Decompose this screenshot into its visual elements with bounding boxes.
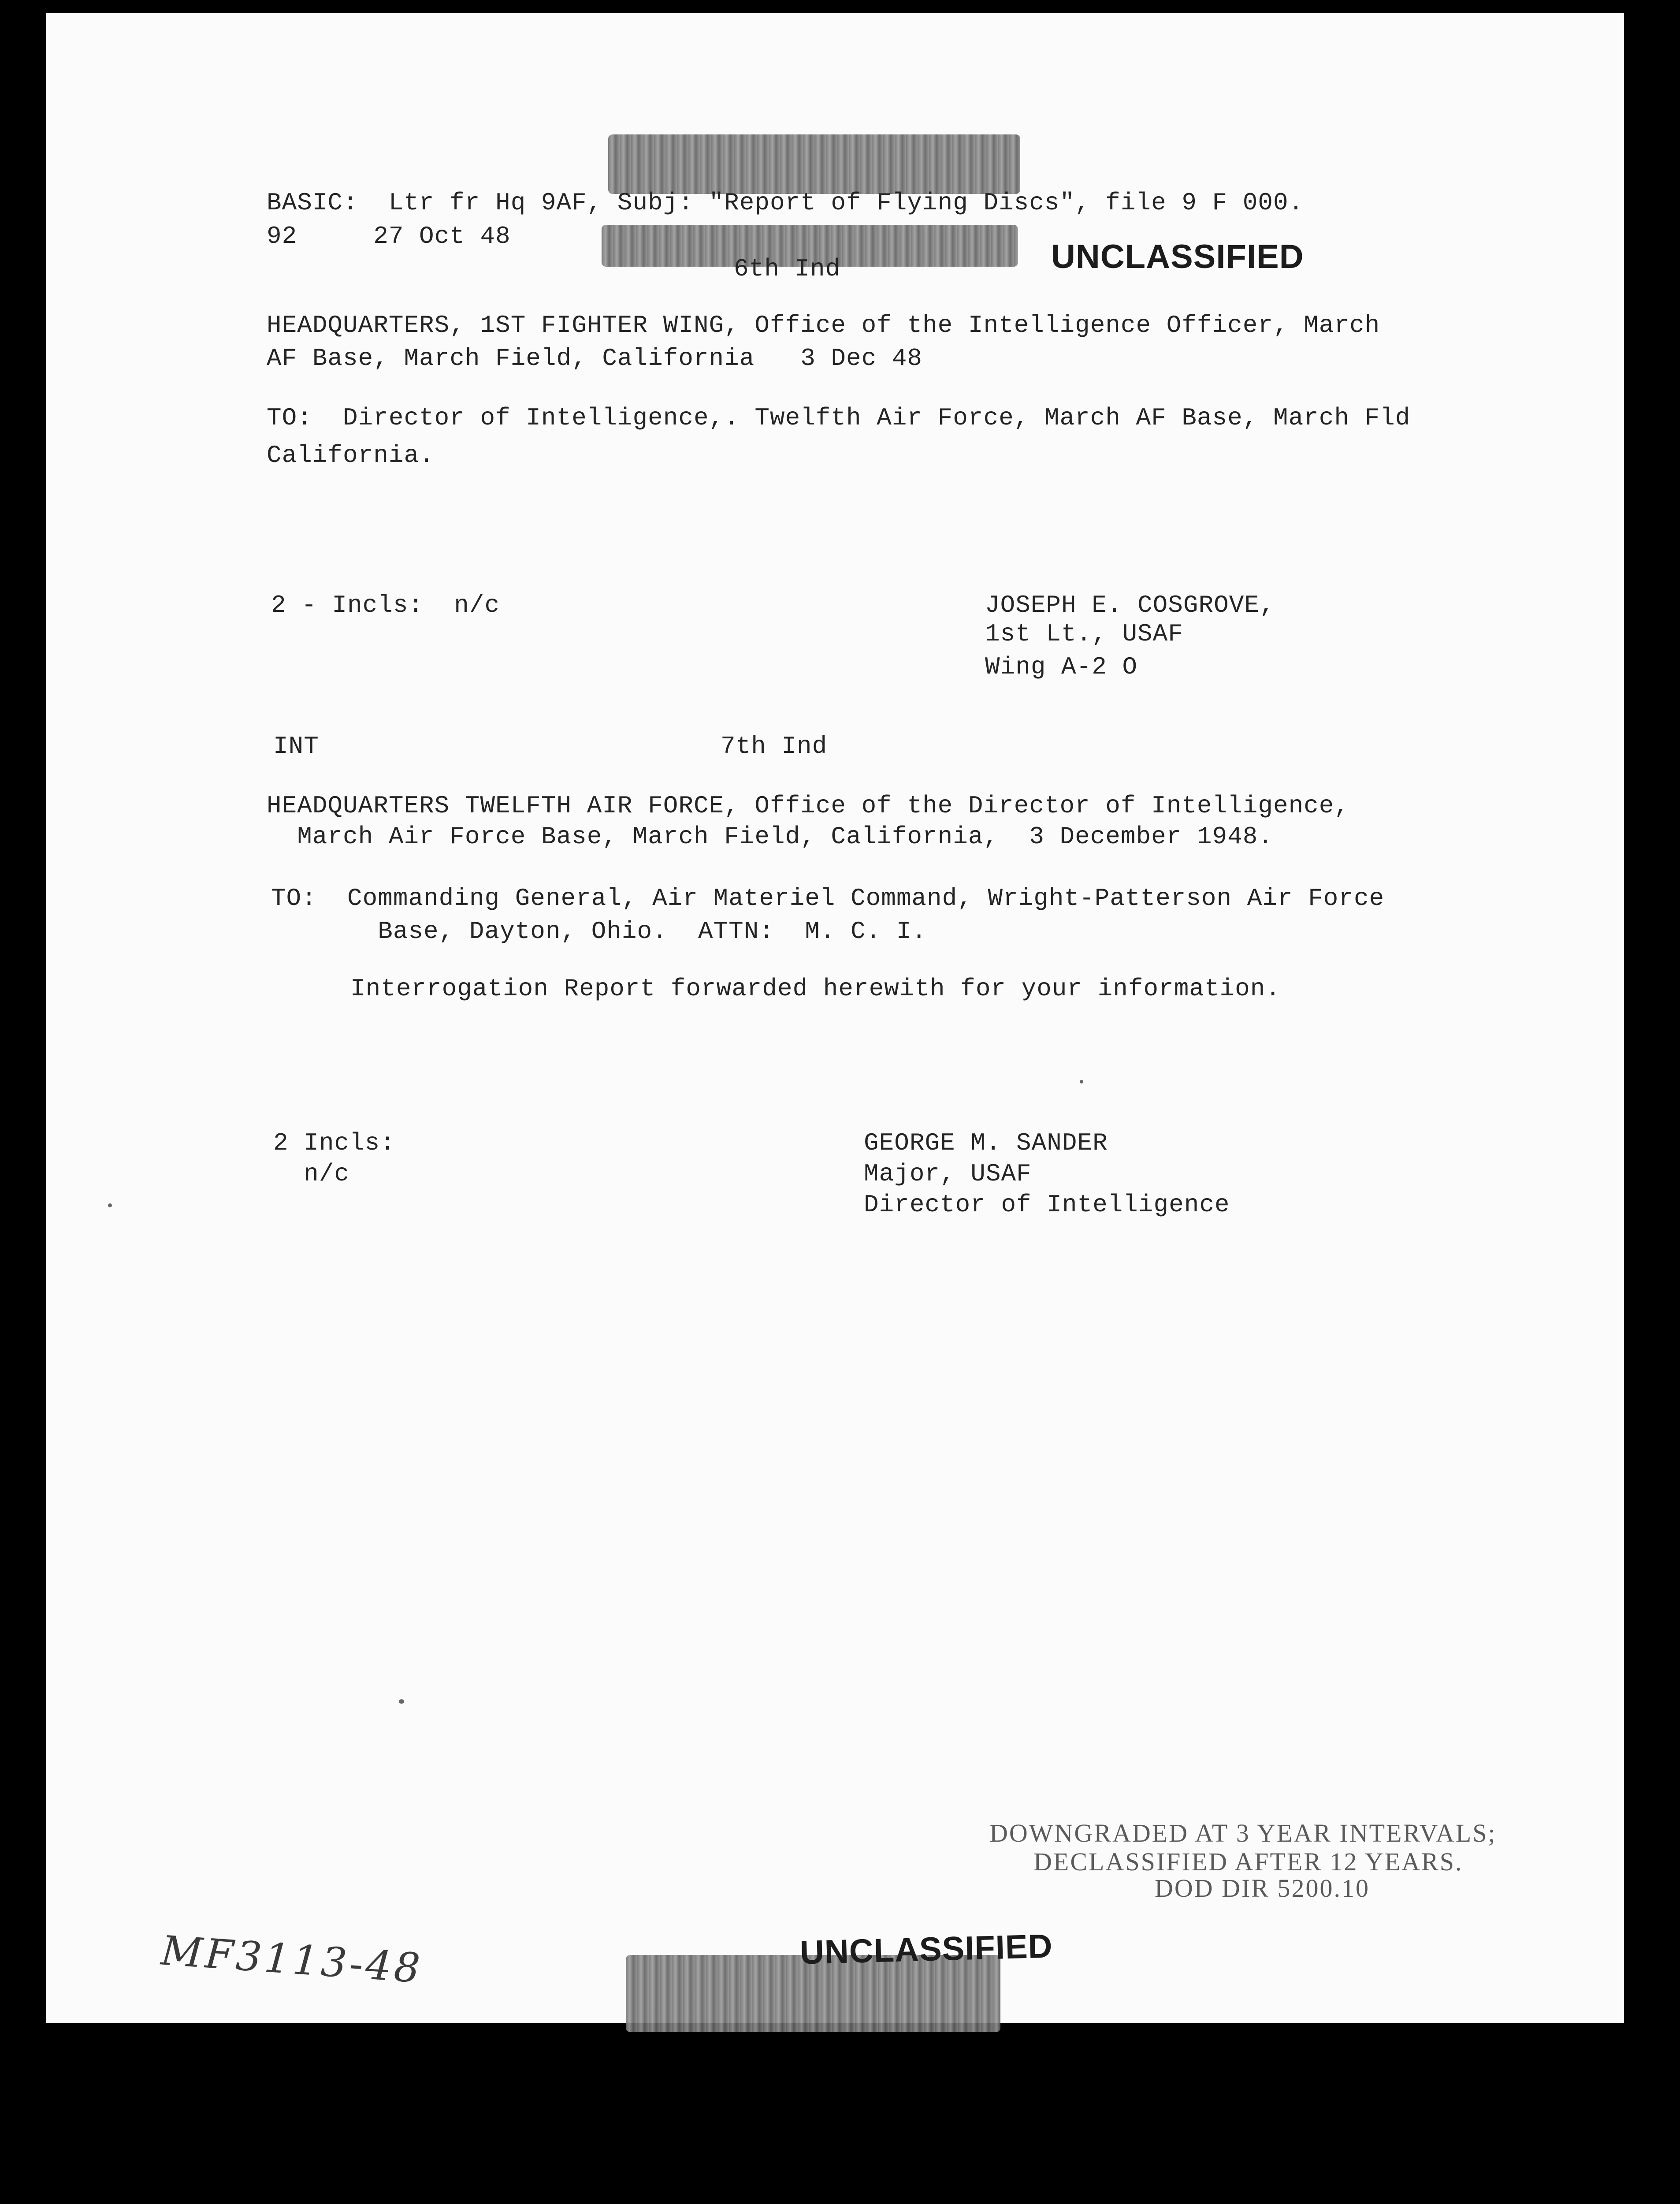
downgrade-notice-line-2: DECLASSIFIED AFTER 12 YEARS.: [1033, 1847, 1463, 1876]
paper-speck: [108, 1203, 112, 1207]
classification-stamp-bottom: UNCLASSIFIED: [799, 1927, 1053, 1972]
inclosures-line-2: n/c: [273, 1160, 350, 1188]
hq-twelfth-air-force-line-2: March Air Force Base, March Field, California, 3 December 1948.: [267, 823, 1273, 851]
reference-code: INT: [273, 732, 319, 760]
signature-line-2: 1st Lt., USAF: [985, 620, 1183, 648]
redaction-block-top: [608, 134, 1020, 194]
basic-line-2: 92 27 Oct 48: [267, 222, 511, 250]
handwritten-file-number: MF3113-48: [160, 1927, 424, 1992]
to-director-line-1: TO: Director of Intelligence,. Twelfth Air Force, March AF Base, March Fld: [267, 404, 1411, 432]
basic-line-1: BASIC: Ltr fr Hq 9AF, Subj: "Report of Flying Discs", file 9 F 000.: [267, 189, 1304, 217]
downgrade-notice-line-3: DOD DIR 5200.10: [1155, 1874, 1370, 1902]
seventh-ind-label: 7th Ind: [721, 732, 828, 760]
inclosures-note: 2 - Incls: n/c: [271, 591, 500, 619]
inclosures-line-1: 2 Incls:: [273, 1129, 395, 1157]
signature-line-1: JOSEPH E. COSGROVE,: [985, 591, 1275, 619]
paper-speck: [1080, 1080, 1083, 1083]
to-commanding-general-line-2: Base, Dayton, Ohio. ATTN: M. C. I.: [271, 917, 927, 946]
signature-line-3: Wing A-2 O: [985, 653, 1138, 681]
signature-line-3: Director of Intelligence: [864, 1191, 1230, 1219]
hq-twelfth-air-force-line-1: HEADQUARTERS TWELFTH AIR FORCE, Office of the Director of Intelligence,: [267, 792, 1349, 820]
hq-1st-fighter-wing-line-2: AF Base, March Field, California 3 Dec 48: [267, 344, 923, 372]
signature-line-2: Major, USAF: [864, 1160, 1032, 1188]
classification-stamp-top: UNCLASSIFIED: [1051, 238, 1304, 276]
paper-speck: [399, 1699, 404, 1704]
to-director-line-2: California.: [267, 441, 435, 469]
downgrade-notice-line-1: DOWNGRADED AT 3 YEAR INTERVALS;: [989, 1819, 1497, 1847]
forwarding-statement: Interrogation Report forwarded herewith for your information.: [350, 975, 1281, 1003]
to-commanding-general-line-1: TO: Commanding General, Air Materiel Command, Wright-Patterson Air Force: [271, 884, 1385, 912]
hq-1st-fighter-wing-line-1: HEADQUARTERS, 1ST FIGHTER WING, Office of the Intelligence Officer, March: [267, 311, 1380, 339]
sixth-ind-label: 6th Ind: [734, 255, 841, 283]
signature-line-1: GEORGE M. SANDER: [864, 1129, 1108, 1157]
